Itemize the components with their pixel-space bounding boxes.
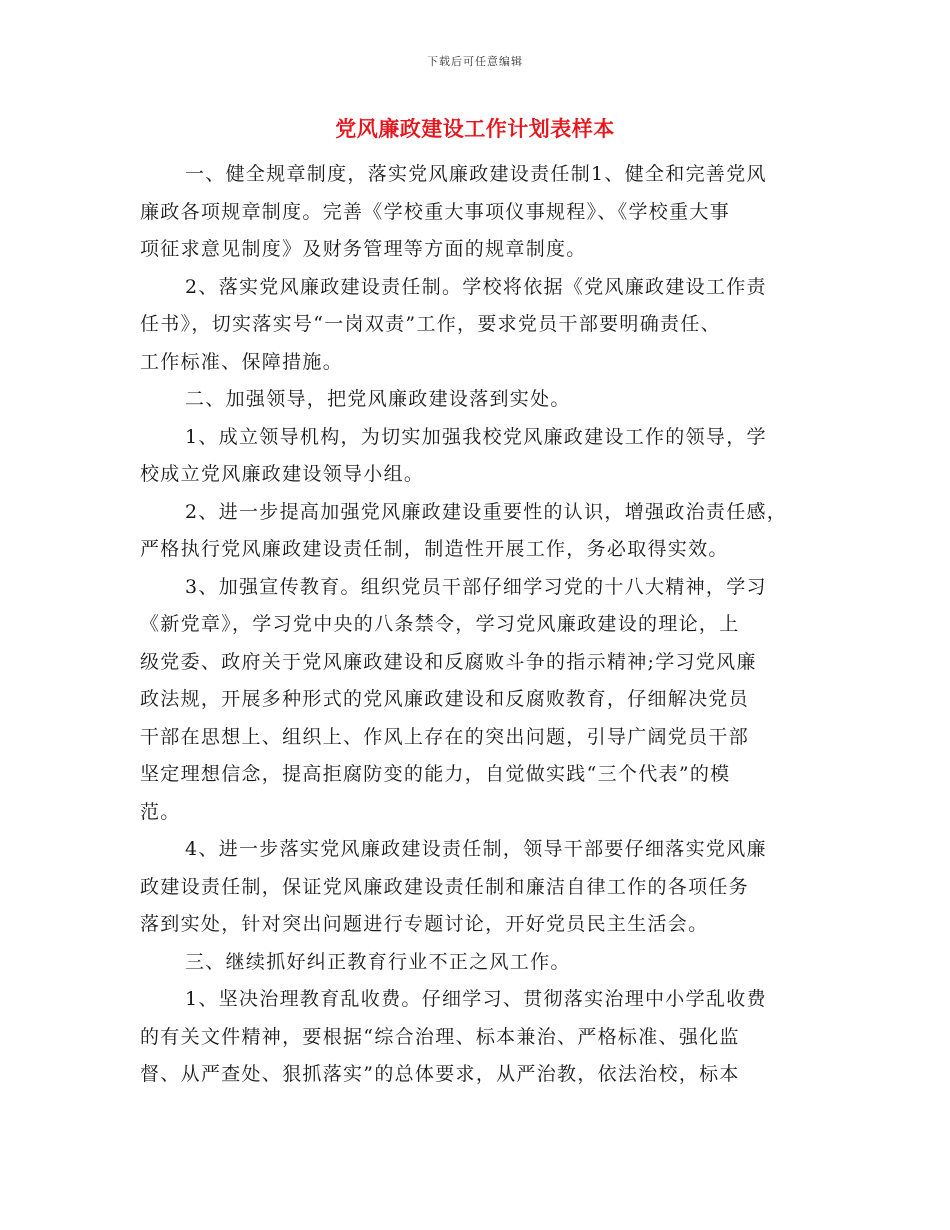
paragraph-line: 政法规，开展多种形式的党风廉政建设和反腐败教育，仔细解决党员 [140,688,750,710]
page-title: 党风廉政建设工作计划表样本 [335,116,615,141]
paragraph [140,944,815,982]
paragraph-line: 范。 [140,800,181,823]
paragraph [140,981,815,1094]
paragraph-line: 廉政各项规章制度。完善《学校重大事项仪事规程》、《学校重大事 [140,200,731,223]
paragraph-line: 级党委、政府关于党风廉政建设和反腐败斗争的指示精神;学习党风廉 [140,650,757,673]
paragraph-line: 严格执行党风廉政建设责任制，制造性开展工作，务必取得实效。 [140,538,729,560]
paragraph [140,269,815,382]
paragraph-line: 坚定理想信念，提高拒腐防变的能力，自觉做实践“三个代表”的模 [140,763,731,785]
paragraph-line: 政建设责任制，保证党风廉政建设责任制和廉洁自律工作的各项任务 [140,875,750,898]
paragraph-line: 2、进一步提高加强党风廉政建设重要性的认识，增强政治责任感， [185,500,788,523]
paragraph-line: 1、坚决治理教育乱收费。仔细学习、贯彻落实治理中小学乱收费 [185,988,767,1010]
paragraph-line: 干部在思想上、组织上、作风上存在的突出问题，引导广阔党员干部 [140,725,750,748]
paragraph-line: 工作标准、保障措施。 [140,350,344,373]
paragraph [140,419,815,494]
paragraph-line: 2、落实党风廉政建设责任制。学校将依据《党风廉政建设工作责 [185,275,767,298]
paragraph-line: 项征求意见制度》及财务管理等方面的规章制度。 [140,238,587,260]
paragraph [140,156,815,269]
paragraph [140,381,815,419]
paragraph-line: 落到实处，针对突出问题进行专题讨论，开好党员民主生活会。 [140,913,709,935]
paragraph-line: 任书》，切实落实号“一岗双责”工作，要求党员干部要明确责任、 [140,313,721,335]
paragraph-line: 1、成立领导机构，为切实加强我校党风廉政建设工作的领导，学 [185,425,767,448]
paragraph-line: 的有关文件精神，要根据“综合治理、标本兼治、严格标准、强化监 [140,1025,740,1048]
paragraph-line: 二、加强领导，把党风廉政建设落到实处。 [185,388,571,410]
paragraph [140,569,815,832]
paragraph-line: 一、健全规章制度，落实党风廉政建设责任制1、健全和完善党风 [185,163,767,185]
paragraph [140,831,815,944]
paragraph-line: 三、继续抓好纠正教育行业不正之风工作。 [185,950,571,973]
paragraph-line: 督、从严查处、狠抓落实”的总体要求，从严治教，依法治校，标本 [140,1063,740,1085]
paragraph-line: 校成立党风廉政建设领导小组。 [140,463,425,485]
paragraph-line: 3、加强宣传教育。组织党员干部仔细学习党的十八大精神，学习 [185,575,767,598]
header-note: 下载后可任意编辑 [427,55,523,68]
paragraph-line: 《新党章》，学习党中央的八条禁令，学习党风廉政建设的理论，上 [140,613,740,635]
document-body [140,156,815,1094]
paragraph [140,494,815,569]
paragraph-line: 4、进一步落实党风廉政建设责任制，领导干部要仔细落实党风廉 [185,838,767,860]
